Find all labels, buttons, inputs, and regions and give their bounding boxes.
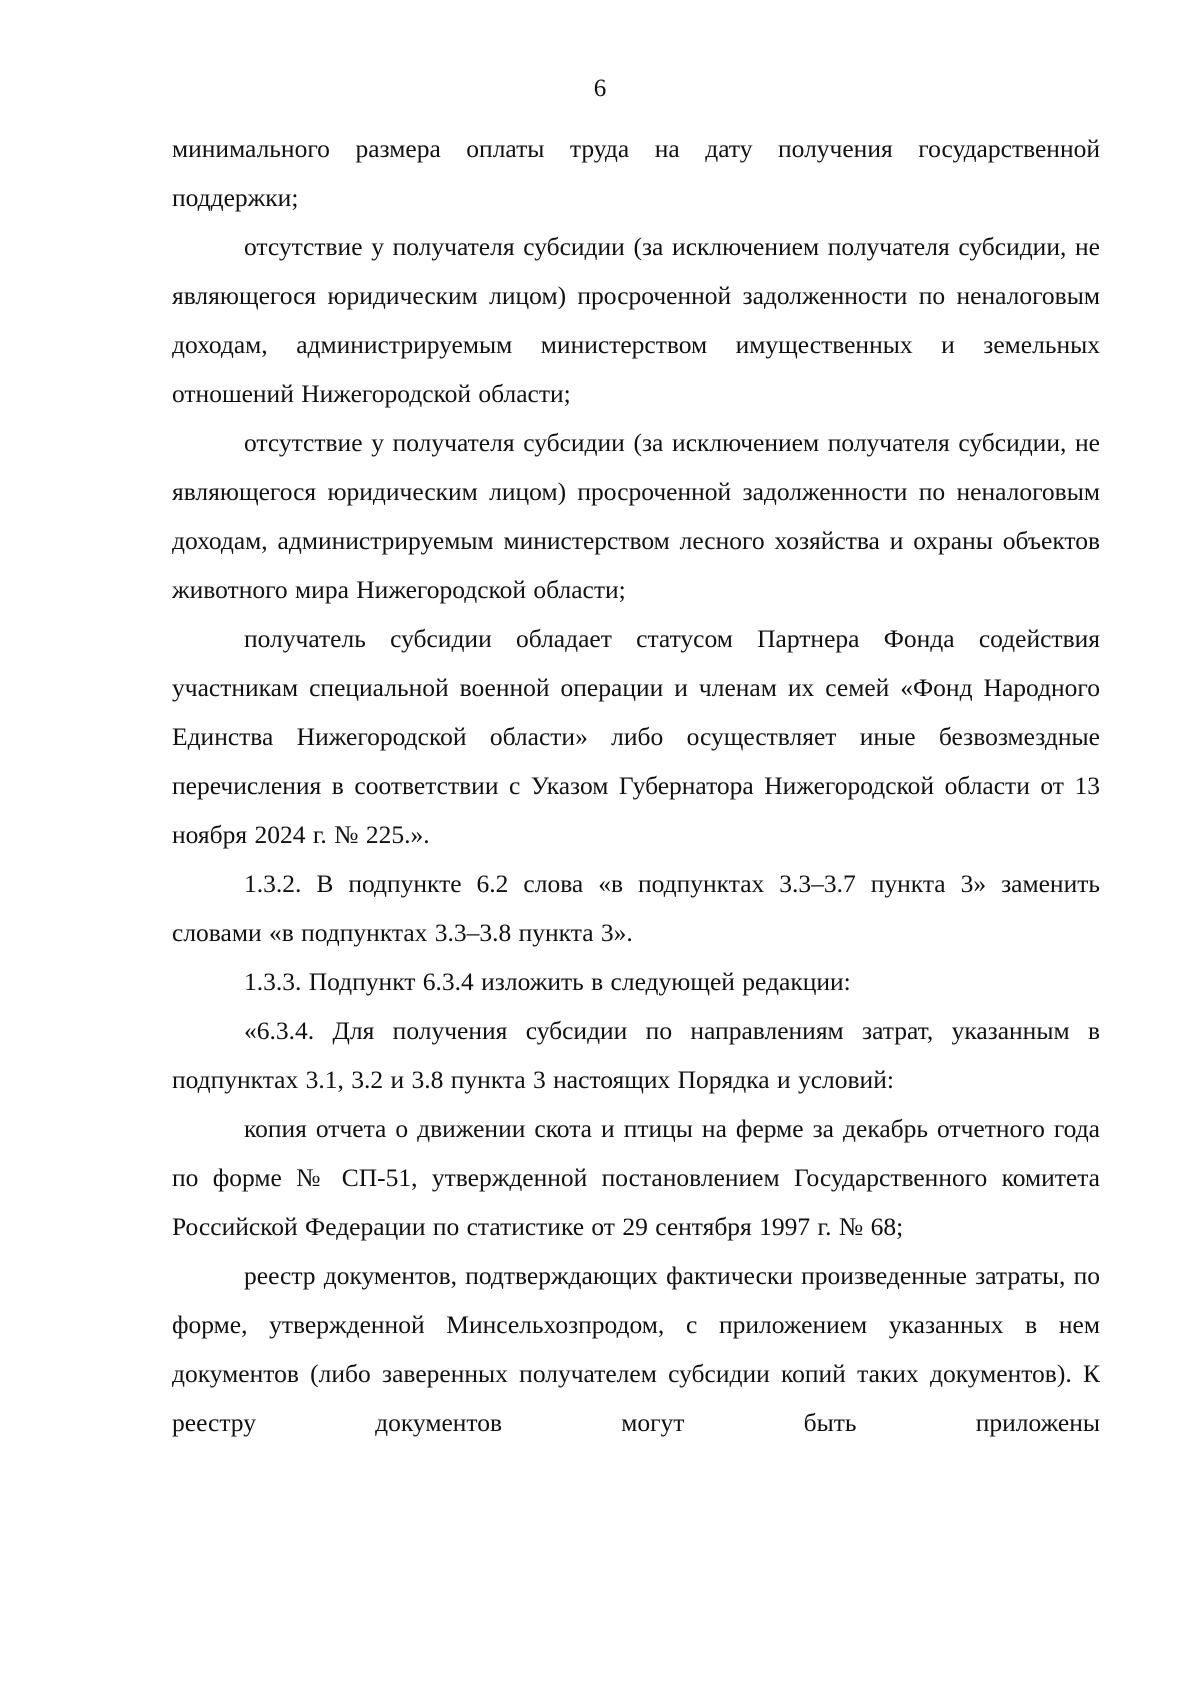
paragraph-6-3-4: «6.3.4. Для получения субсидии по направлениям затрат, указанным в подпунктах 3.1, 3.2 и 3.8 пункта 3 настоящих Порядка и условий:	[172, 1016, 1100, 1094]
paragraph-property-debt: отсутствие у получателя субсидии (за исключением получателя субсидии, не являющегося юридическим лицом) просроченной задолженности по неналоговым доходам, администрируемым министерством имущественных и земельных отношений Нижегородской области;	[172, 232, 1100, 408]
paragraph-1-3-3: 1.3.3. Подпункт 6.3.4 изложить в следующей редакции:	[244, 967, 851, 996]
paragraph-1-3-2: 1.3.2. В подпункте 6.2 слова «в подпунктах 3.3–3.7 пункта 3» заменить словами «в подпунктах 3.3–3.8 пункта 3».	[172, 869, 1100, 947]
page-number: 6	[593, 75, 607, 102]
document-body	[172, 124, 1100, 1447]
paragraph-forestry-debt: отсутствие у получателя субсидии (за исключением получателя субсидии, не являющегося юридическим лицом) просроченной задолженности по неналоговым доходам, администрируемым министерством лесного хозяйства и охраны объектов животного мира Нижегородской области;	[172, 428, 1100, 604]
paragraph-livestock-report: копия отчета о движении скота и птицы на ферме за декабрь отчетного года по форме № СП-51, утвержденной постановлением Государственного комитета Российской Федерации по статистике от 29 сентября 1997 г. № 68;	[172, 1114, 1100, 1241]
paragraph-fund-partner: получатель субсидии обладает статусом Партнера Фонда содействия участникам специальной военной операции и членам их семей «Фонд Народного Единства Нижегородской области» либо осуществляет иные безвозмездные перечисления в соответствии с Указом Губернатора Нижегородской области от 13 ноября 2024 г. № 225.».	[172, 624, 1100, 849]
paragraph-documents-registry: реестр документов, подтверждающих фактически произведенные затраты, по форме, утвержденной Минсельхозпродом, с приложением указанных в нем документов (либо заверенных получателем субсидии копий таких документов). К реестру документов могут быть приложены	[172, 1261, 1100, 1437]
paragraph-continuation: минимального размера оплаты труда на дату получения государственной поддержки;	[172, 134, 1100, 212]
